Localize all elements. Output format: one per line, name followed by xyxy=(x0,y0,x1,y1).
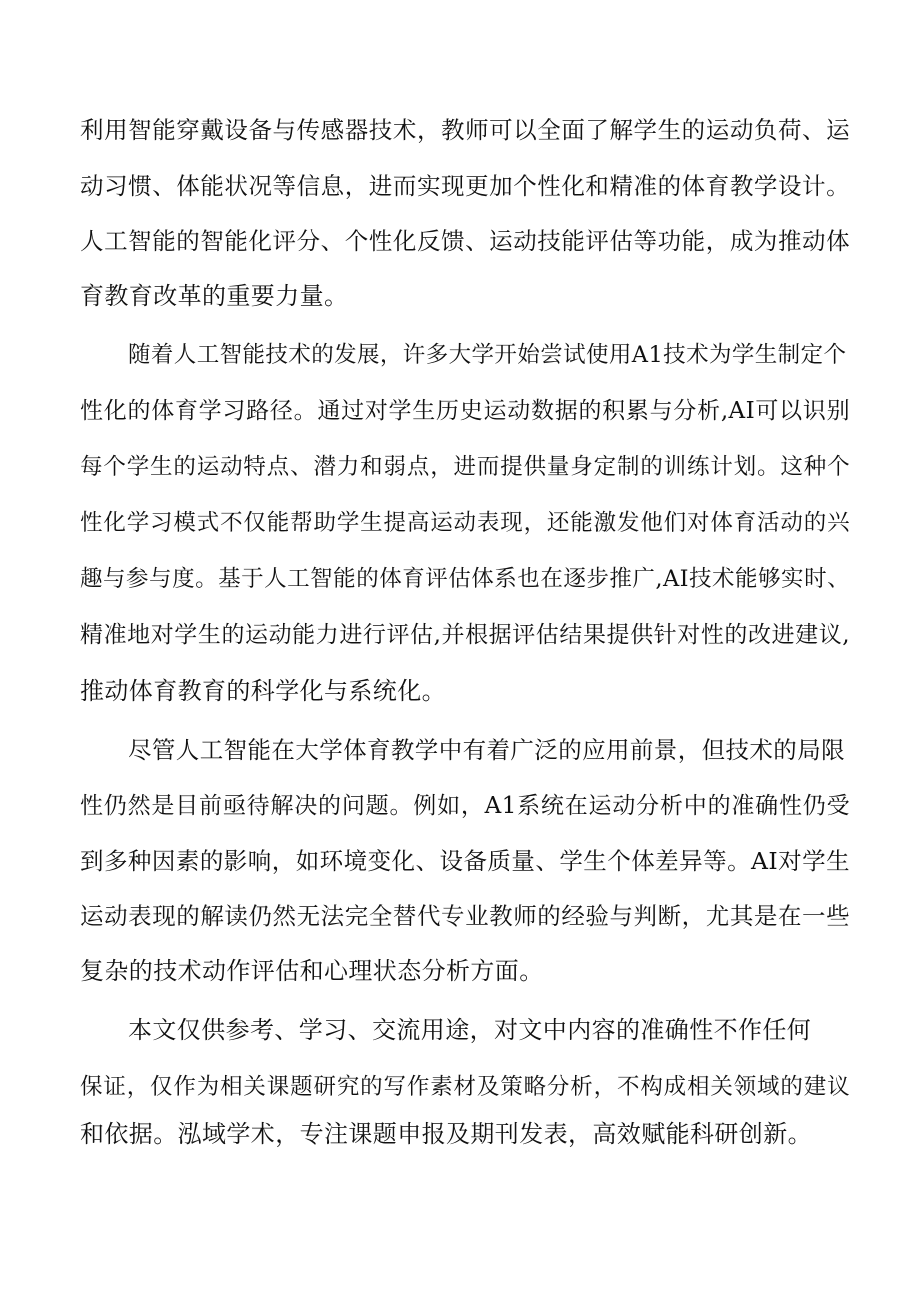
text-line: 趣与参与度。基于人工智能的体育评估体系也在逐步推广,AI技术能够实时、 xyxy=(80,566,850,592)
text-line: 随着人工智能技术的发展，许多大学开始尝试使用A1技术为学生制定个 xyxy=(128,342,847,368)
text-line: 推动体育教育的科学化与系统化。 xyxy=(80,677,446,705)
text-line: 运动表现的解读仍然无法完全替代专业教师的经验与判断，尤其是在一些 xyxy=(80,902,850,930)
text-line: 精准地对学生的运动能力进行评估,并根据评估结果提供针对性的改进建议, xyxy=(80,622,850,648)
text-line: 尽管人工智能在大学体育教学中有着广泛的应用前景，但技术的局限 xyxy=(128,736,845,764)
text-line: 性化学习模式不仅能帮助学生提高运动表现，还能激发他们对体育活动的兴 xyxy=(80,510,850,536)
text-line: 育教育改革的重要力量。 xyxy=(80,282,349,310)
text-line: 人工智能的智能化评分、个性化反馈、运动技能评估等功能，成为推动体 xyxy=(80,227,850,255)
text-line: 性化的体育学习路径。通过对学生历史运动数据的积累与分析,AI可以识别 xyxy=(80,398,850,424)
text-line: 到多种因素的影响，如环境变化、设备质量、学生个体差异等。AI对学生 xyxy=(80,847,850,875)
text-line: 每个学生的运动特点、潜力和弱点，进而提供量身定制的训练计划。这种个 xyxy=(80,454,850,480)
text-line: 利用智能穿戴设备与传感器技术，教师可以全面了解学生的运动负荷、运 xyxy=(80,116,850,144)
text-line: 动习惯、体能状况等信息，进而实现更加个性化和精准的体育教学设计。 xyxy=(80,172,850,200)
text-line: 性仍然是目前亟待解决的问题。例如，A1系统在运动分析中的准确性仍受 xyxy=(80,793,850,819)
text-line: 和依据。泓域学术，专注课题申报及期刊发表，高效赋能科研创新。 xyxy=(80,1120,812,1148)
text-line: 保证，仅作为相关课题研究的写作素材及策略分析，不构成相关领域的建议 xyxy=(80,1074,850,1100)
text-line: 复杂的技术动作评估和心理状态分析方面。 xyxy=(80,957,544,985)
text-line: 本文仅供参考、学习、交流用途，对文中内容的准确性不作任何 xyxy=(128,1016,812,1044)
